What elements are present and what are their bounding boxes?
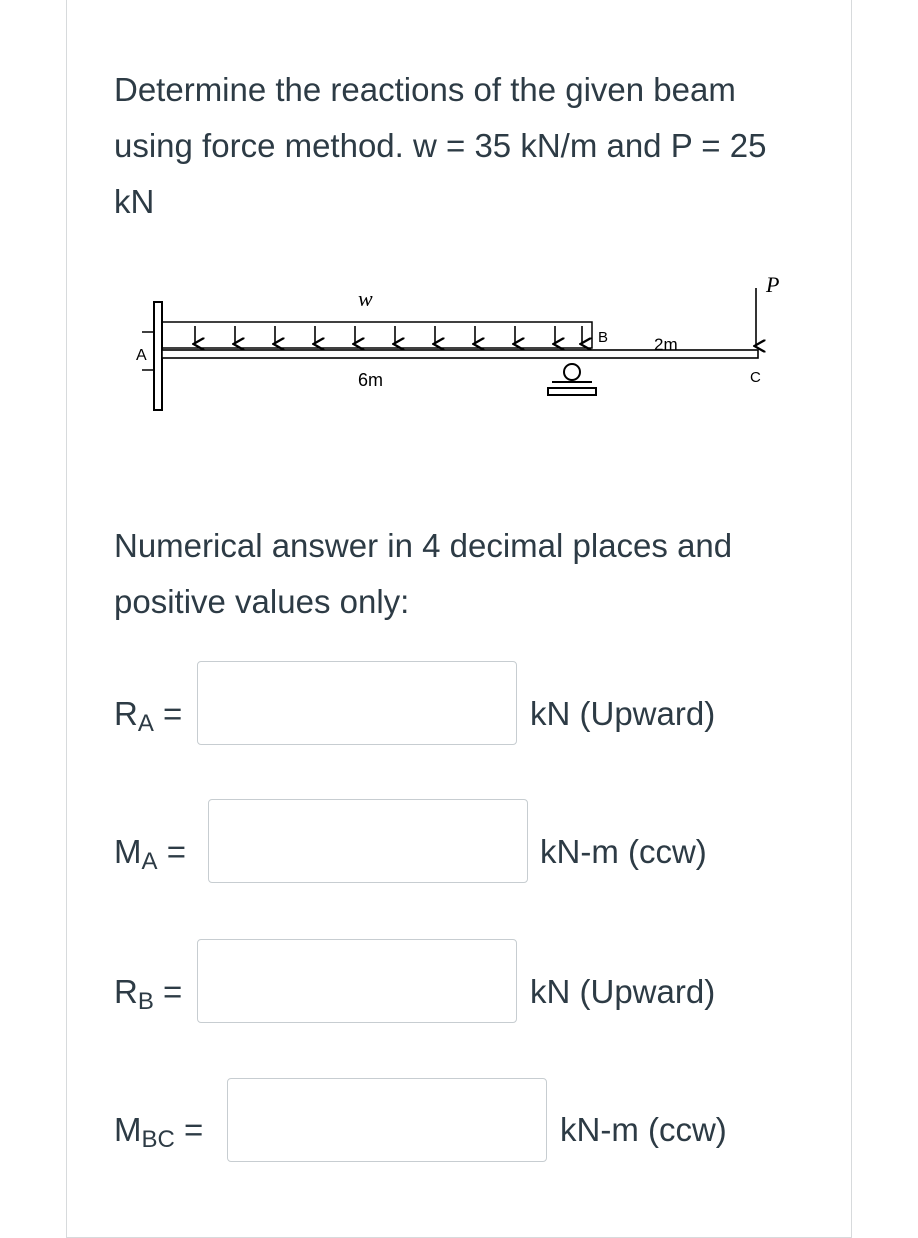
- symbol: M: [114, 833, 142, 870]
- point-c-label: C: [750, 369, 761, 386]
- point-load-p-label: P: [766, 272, 780, 297]
- instruction-text: Numerical answer in 4 decimal places and positive values only:: [114, 527, 733, 620]
- equals: =: [166, 833, 186, 870]
- unit-rb: kN (Upward): [530, 973, 716, 1010]
- subscript: A: [141, 848, 158, 875]
- ma-input[interactable]: [208, 799, 528, 883]
- roller-support-icon: [548, 364, 596, 395]
- label-rb: [114, 972, 182, 1022]
- span-bc-label: 2m: [654, 335, 678, 354]
- rb-input[interactable]: [197, 939, 517, 1023]
- equals: =: [163, 695, 183, 732]
- point-b-label: B: [598, 329, 609, 346]
- equals: =: [163, 973, 183, 1010]
- subscript: A: [137, 710, 154, 737]
- symbol: M: [114, 1111, 142, 1148]
- span-ab-label: 6m: [358, 370, 384, 390]
- load-w-label: w: [358, 286, 373, 311]
- mbc-input[interactable]: [227, 1078, 547, 1162]
- distributed-load-outline: [162, 322, 592, 348]
- subscript: B: [137, 988, 154, 1015]
- point-a-label: A: [136, 347, 147, 364]
- symbol: R: [114, 695, 138, 732]
- label-mbc: [114, 1110, 203, 1160]
- unit-mbc: kN-m (ccw): [560, 1111, 727, 1148]
- subscript: BC: [141, 1126, 175, 1153]
- ra-input[interactable]: [197, 661, 517, 745]
- unit-ra: kN (Upward): [530, 695, 716, 732]
- distributed-load-arrows: [195, 326, 582, 344]
- label-ma: [114, 832, 186, 882]
- symbol: R: [114, 973, 138, 1010]
- equals: =: [184, 1111, 204, 1148]
- label-ra: [114, 694, 182, 744]
- beam-diagram: [120, 270, 800, 430]
- unit-ma: kN-m (ccw): [540, 833, 707, 870]
- question-text: Determine the reactions of the given beam using force method. w = 35 kN/m and P = 25 kN: [114, 71, 767, 220]
